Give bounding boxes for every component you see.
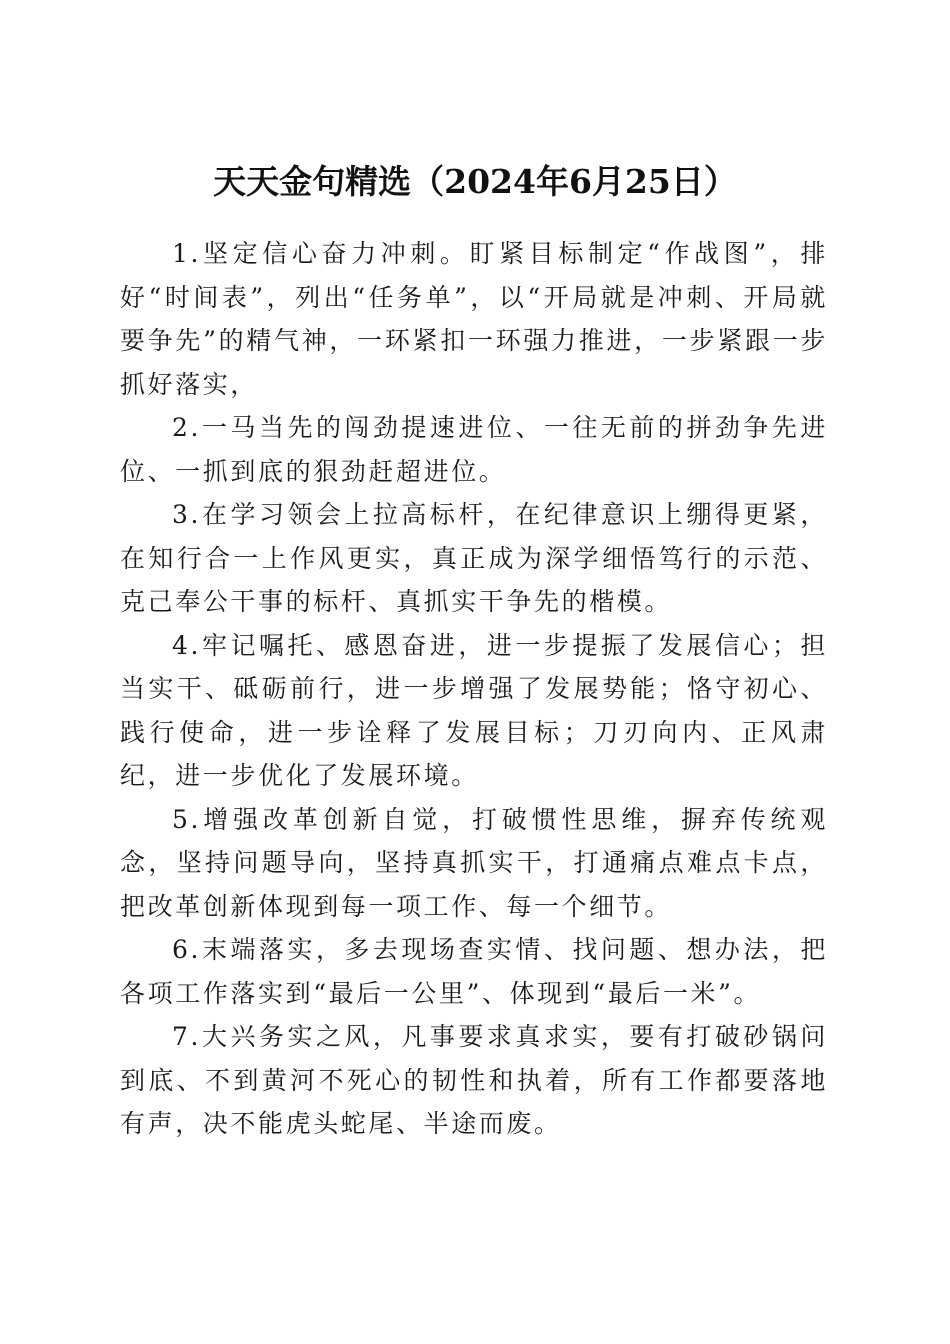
paragraph-5: 5.增强改革创新自觉，打破惯性思维，摒弃传统观念，坚持问题导向，坚持真抓实干，打通痛点难点卡点，把改革创新体现到每一项工作、每一个细节。: [120, 804, 828, 921]
document-body: [120, 232, 828, 1146]
paragraph-6: 6.末端落实，多去现场查实情、找问题、想办法，把各项工作落实到“最后一公里”、体现到“最后一米”。: [120, 935, 828, 1008]
paragraph-2: 2.一马当先的闯劲提速进位、一往无前的拼劲争先进位、一抓到底的狠劲赶超进位。: [120, 413, 828, 486]
paragraph-1: 1.坚定信心奋力冲刺。盯紧目标制定“作战图”，排好“时间表”，列出“任务单”，以“开局就是冲刺、开局就要争先”的精气神，一环紧扣一环强力推进，一步紧跟一步抓好落实，: [120, 239, 828, 399]
paragraph-7: 7.大兴务实之风，凡事要求真求实，要有打破砂锅问到底、不到黄河不死心的韧性和执着，所有工作都要落地有声，决不能虎头蛇尾、半途而废。: [120, 1022, 828, 1138]
page-title: 天天金句精选（2024年6月25日）: [213, 162, 737, 202]
paragraph-4: 4.牢记嘱托、感恩奋进，进一步提振了发展信心；担当实干、砥砺前行，进一步增强了发展势能；恪守初心、践行使命，进一步诠释了发展目标；刀刃向内、正风肃纪，进一步优化了发展环境。: [120, 630, 828, 790]
paragraph-3: 3.在学习领会上拉高标杆，在纪律意识上绷得更紧，在知行合一上作风更实，真正成为深学细悟笃行的示范、克己奉公干事的标杆、真抓实干争先的楷模。: [120, 500, 828, 616]
